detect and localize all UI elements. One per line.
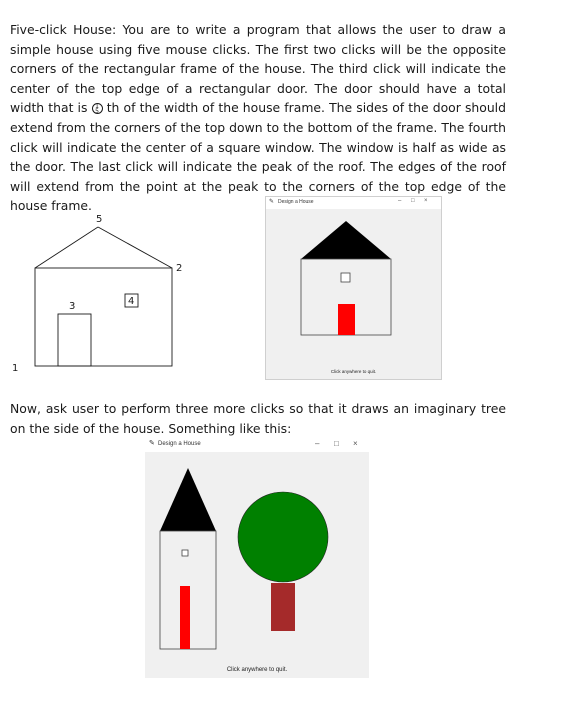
intro-label: Five-click House: xyxy=(10,22,117,37)
tree-crown xyxy=(238,492,328,582)
sketch-roof-right xyxy=(98,227,172,268)
window2-canvas[interactable] xyxy=(145,452,369,678)
house-sketch xyxy=(10,205,250,380)
window2-status: Click anywhere to quit. xyxy=(226,667,288,673)
fraction-one-fifth: 1 5 xyxy=(92,103,103,114)
roof xyxy=(160,468,216,531)
tree-paragraph-text: Now, ask user to perform three more clicks so that it draws an imaginary tree on the side of the house. Something like this: xyxy=(10,401,506,436)
roof xyxy=(301,221,391,259)
window1-canvas[interactable] xyxy=(266,209,441,379)
maximize-icon[interactable]: □ xyxy=(411,198,415,204)
window1-status: Click anywhere to quit. xyxy=(330,369,377,374)
window1-titlebar xyxy=(266,197,441,209)
window xyxy=(182,550,188,556)
door xyxy=(180,586,190,649)
window1-title: Design a House xyxy=(278,199,314,205)
house-window-1 xyxy=(265,196,442,380)
feather-icon: ✎ xyxy=(149,439,155,447)
intro-text-a: You are to write a program that allows the user to draw a simple house using five mouse clicks. The first two clicks will be the opposite corners of the rectangular frame of the house. The third click will indicate the center of the top edge of a rectangular door. The door should have a total width that is xyxy=(10,22,506,116)
window2-title: Design a House xyxy=(158,441,201,447)
minimize-icon[interactable]: – xyxy=(398,198,402,204)
intro-text-b: th of the width of the house frame. The sides of the door should extend from the corners of the top down to the bottom of the frame. The fourth click will indicate the center of a square window. The window is half as wide as the door. The last click will indicate the peak of the roof. The edges of the roof will extend from the point at the peak to the corners of the top edge of the house frame. xyxy=(10,100,506,214)
sketch-roof-left xyxy=(35,227,98,268)
door xyxy=(338,304,355,335)
sketch-door xyxy=(58,314,91,366)
sketch-label-1: 1 xyxy=(12,363,19,374)
window xyxy=(341,273,350,282)
feather-icon: ✎ xyxy=(269,198,275,205)
close-icon[interactable]: × xyxy=(424,198,428,204)
sketch-label-5: 5 xyxy=(96,214,103,225)
sketch-frame xyxy=(35,268,172,366)
sketch-label-3: 3 xyxy=(69,301,76,312)
window2-titlebar xyxy=(145,437,369,452)
sketch-label-4: 4 xyxy=(128,296,135,307)
sketch-label-2: 2 xyxy=(176,263,183,274)
tree-trunk xyxy=(271,583,295,631)
house-window-2 xyxy=(145,437,369,678)
maximize-icon[interactable]: □ xyxy=(334,439,339,448)
minimize-icon[interactable]: – xyxy=(315,439,320,448)
close-icon[interactable]: × xyxy=(353,439,358,448)
intro-paragraph xyxy=(10,20,506,216)
tree-paragraph xyxy=(10,399,506,438)
